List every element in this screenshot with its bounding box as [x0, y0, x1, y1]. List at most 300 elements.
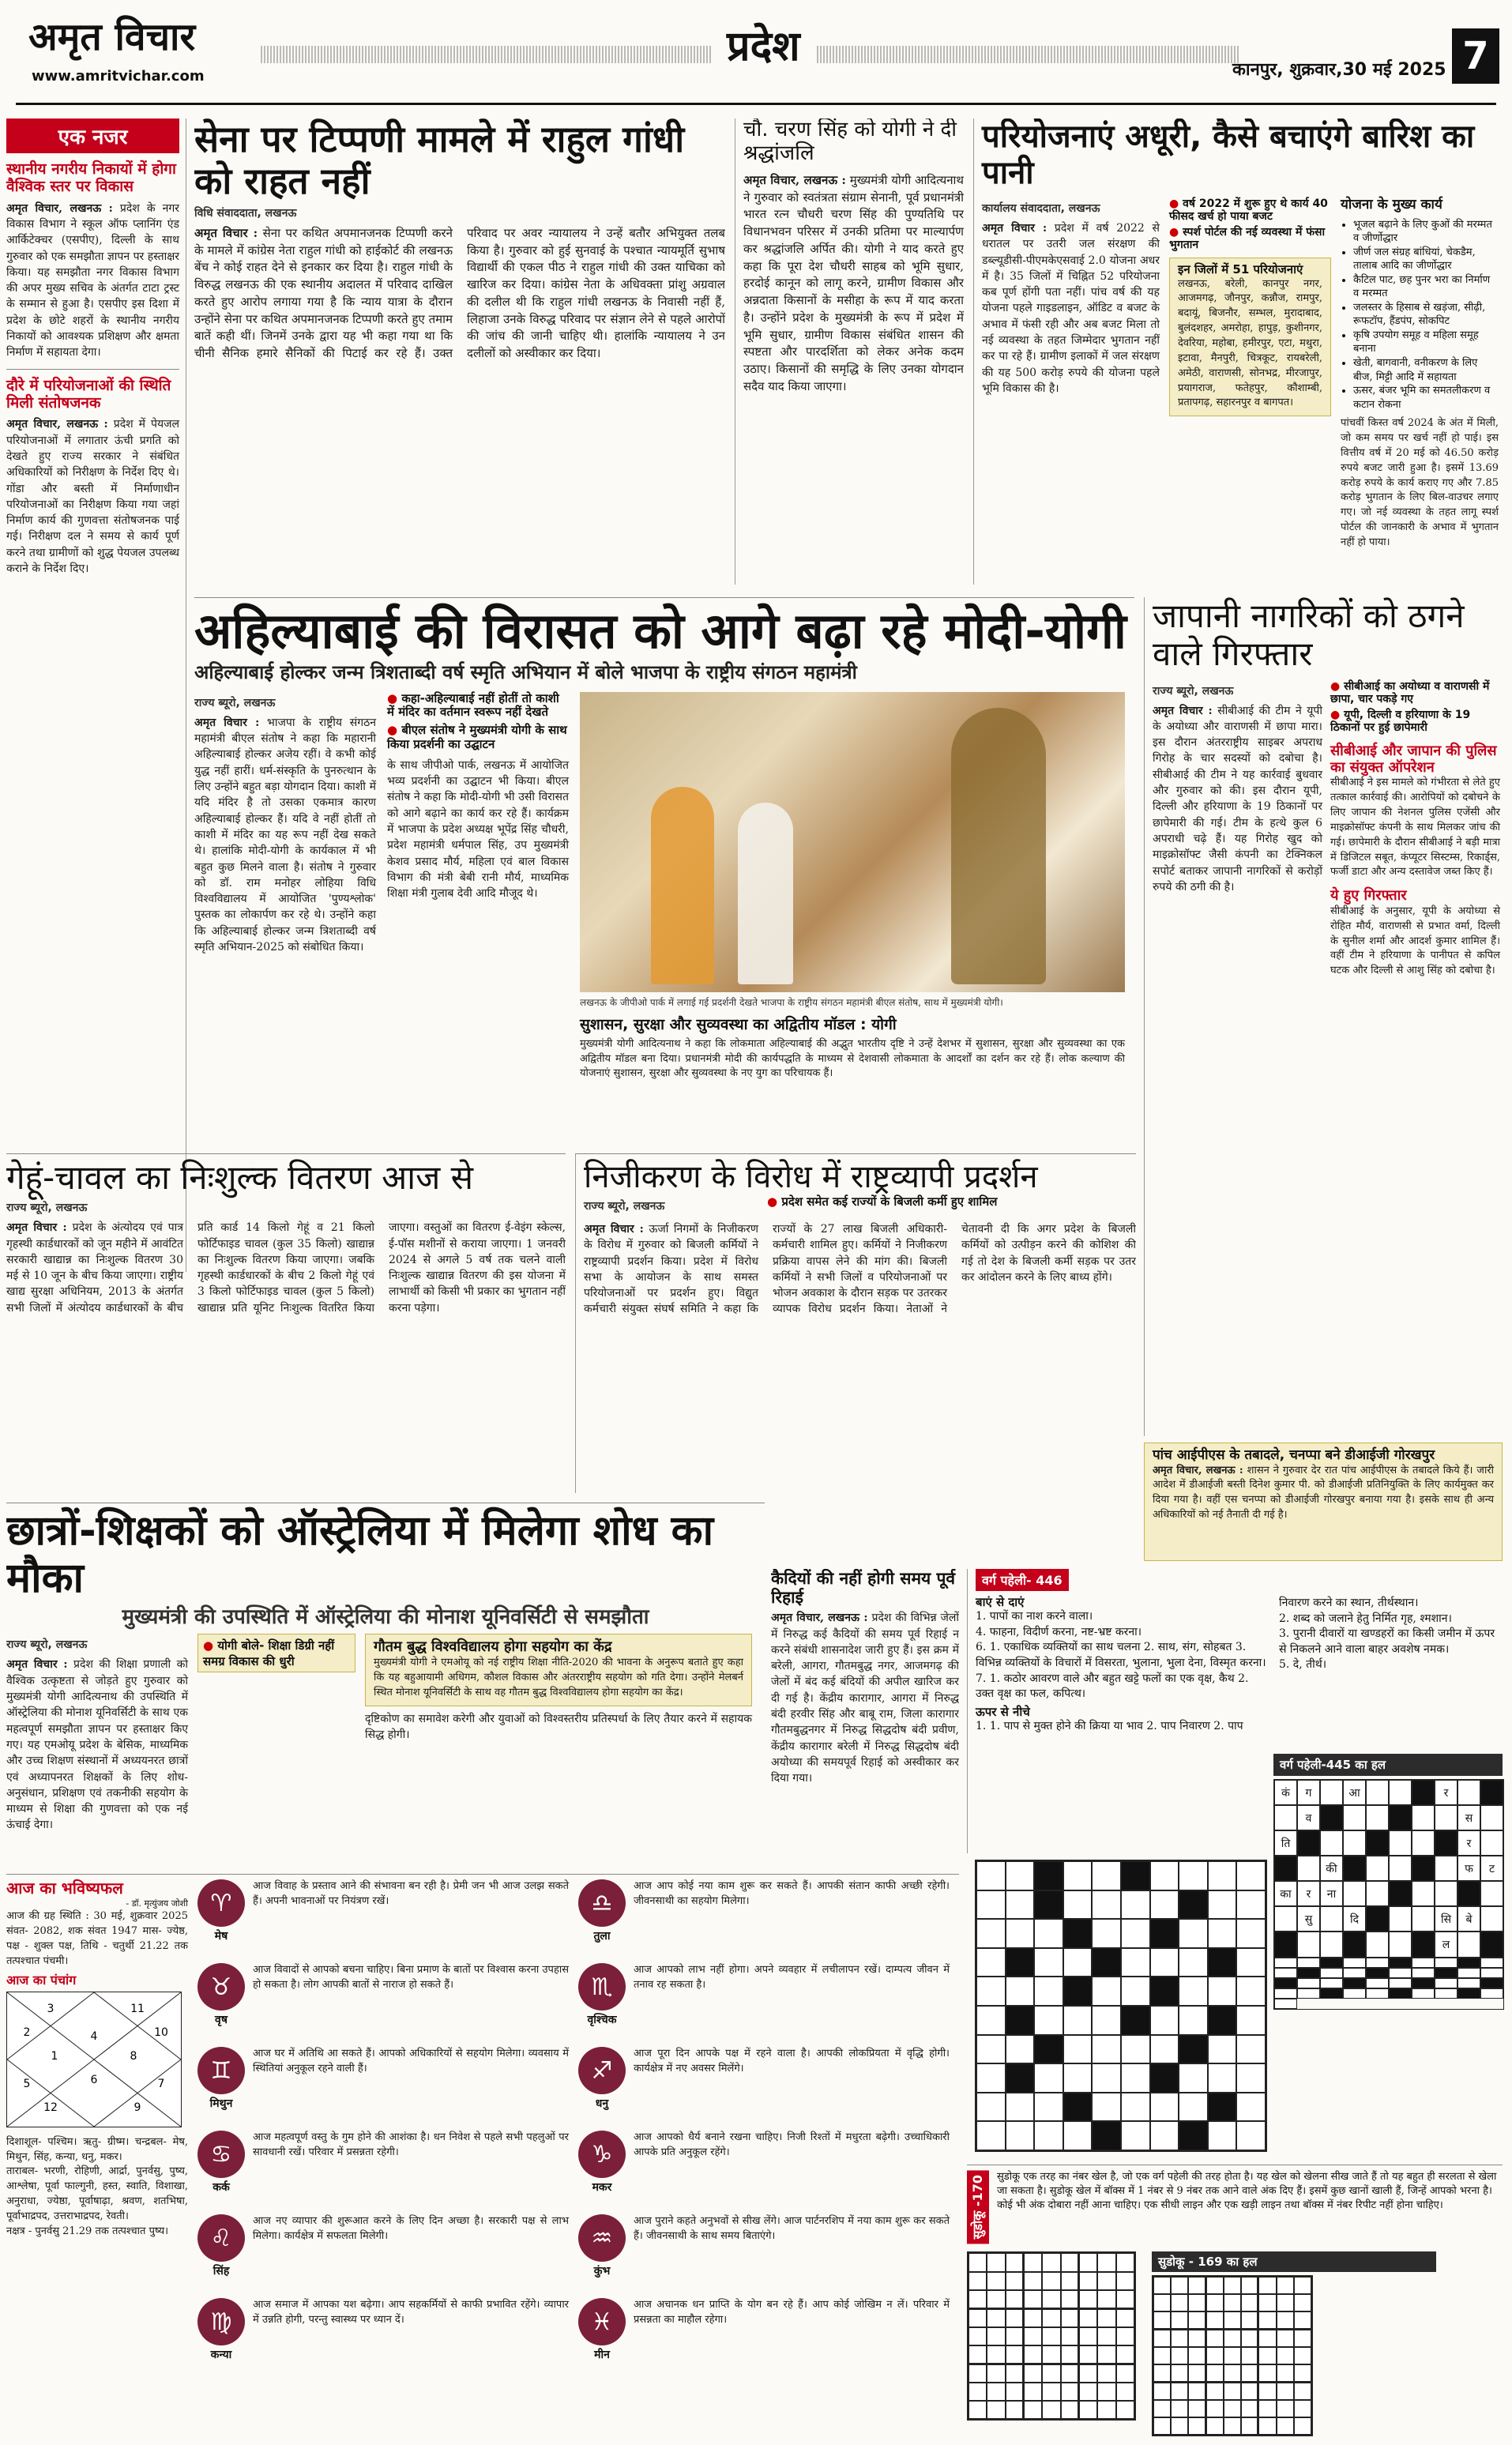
sudoku-cell[interactable] — [1061, 2290, 1079, 2309]
australia-subhead: मुख्यमंत्री की उपस्थिति में ऑस्ट्रेलिया की मोनाश यूनिवर्सिटी से समझौता — [122, 1604, 649, 1629]
crossword-solution-cell — [1457, 1958, 1480, 1968]
sudoku-cell[interactable] — [1061, 2401, 1079, 2419]
sudoku-cell[interactable] — [969, 2272, 987, 2290]
crossword-cell[interactable] — [1208, 2121, 1237, 2150]
sudoku-cell[interactable] — [969, 2345, 987, 2364]
sudoku-cell[interactable] — [1042, 2272, 1060, 2290]
crossword-grid[interactable] — [975, 1860, 1267, 2152]
sudoku-solution-cell — [1224, 2294, 1241, 2311]
ahilyabai-headline[interactable]: अहिल्याबाई की विरासत को आगे बढ़ा रहे मोदी-योगी — [194, 602, 1126, 660]
rahul-headline[interactable]: सेना पर टिप्पणी मामले में राहुल गांधी को राहत नहीं — [194, 118, 685, 202]
zodiac-row — [578, 2131, 950, 2206]
crossword-cell[interactable] — [1006, 1977, 1035, 2006]
crossword-cell[interactable] — [976, 2093, 1006, 2122]
sudoku-cell[interactable] — [1116, 2290, 1134, 2309]
crossword-solution-cell — [1366, 1856, 1389, 1881]
zodiac-prediction: आज समाज में आपका यश बढ़ेगा। आप सहकर्मियों से काफी प्रभावित रहेंगे। व्यापार में उन्नति होगी, परन्तु स्वास्थ्य पर ध्यान दें। — [253, 2299, 569, 2326]
crossword-cell[interactable] — [1179, 2006, 1208, 2035]
kundli-house-number: 12 — [43, 2101, 58, 2114]
zodiac-row — [578, 2298, 950, 2374]
crossword-cell[interactable] — [1006, 2093, 1035, 2122]
crossword-solution-cell — [1412, 1988, 1435, 1999]
zodiac-row — [197, 2214, 569, 2290]
wheat-headline[interactable]: गेहूं-चावल का निःशुल्क वितरण आज से — [6, 1158, 473, 1197]
signs-column-left — [197, 1879, 569, 2382]
zodiac-name: मकर — [592, 2181, 612, 2194]
sudoku-solution-cell — [1206, 2294, 1224, 2311]
crossword-cell[interactable] — [1208, 1890, 1237, 1920]
crossword-cell[interactable] — [1150, 1890, 1179, 1920]
charan-headline[interactable]: चौ. चरण सिंह को योगी ने दी श्रद्धांजलि — [743, 118, 957, 165]
crossword-solution-cell — [1320, 1805, 1343, 1830]
crossword-cell[interactable] — [976, 1977, 1006, 2006]
sudoku-cell[interactable] — [1097, 2327, 1115, 2345]
crossword-solution-cell: ट — [1480, 1856, 1503, 1881]
sudoku-cell[interactable] — [1116, 2401, 1134, 2419]
sudoku-cell[interactable] — [969, 2327, 987, 2345]
sudoku-cell[interactable] — [1042, 2345, 1060, 2364]
yoga-model-body: मुख्यमंत्री योगी आदित्यनाथ ने कहा कि लोकमाता अहिल्याबाई की अद्भुत भारतीय दृष्टि ने उन्हें देशभर में सुशासन, सुरक्षा और सुव्यवस्था का एक अद्वितीय मॉडल बना दिया। प्रधानमंत्री मोदी की कार्यपद्धति के माध्यम से देशवासी लोकमाता के आदर्शों का दर्शन कर रहे हैं। लोक कल्याण की योजनाएं सुशासन, सुरक्षा और सुव्यवस्था के नए युग का परिचायक हैं। — [580, 1037, 1125, 1080]
sudoku-cell[interactable] — [1024, 2253, 1042, 2271]
sudoku-cell[interactable] — [1006, 2290, 1024, 2309]
crossword-solution-cell — [1297, 1968, 1320, 1978]
sudoku-cell[interactable] — [1116, 2345, 1134, 2364]
japanese-headline[interactable]: जापानी नागरिकों को ठगने वाले गिरफ्तार — [1153, 597, 1465, 674]
sudoku-cell[interactable] — [1061, 2272, 1079, 2290]
crossword-cell — [1150, 2063, 1179, 2093]
crossword-solution-cell — [1480, 1978, 1503, 1988]
sudoku-cell[interactable] — [1006, 2401, 1024, 2419]
crossword-cell — [1063, 1977, 1093, 2006]
works-list — [1341, 218, 1499, 412]
crossword-cell[interactable] — [1063, 2035, 1093, 2064]
crossword-cell[interactable] — [1121, 2035, 1150, 2064]
sudoku-solution-cell — [1294, 2400, 1311, 2417]
sudoku-solution-cell — [1206, 2364, 1224, 2383]
tarabal: ताराबल- भरणी, रोहिणी, आर्द्रा, पुनर्वसु, पुष्य, आश्लेषा, पूर्वा फाल्गुनी, हस्त, स्वाति, विशाखा, अनुराधा, ज्येष्ठा, पूर्वाषाढ़ा, श्रवण, शतभिषा, पूर्वाभाद्रपद, उत्तराभाद्रपद, रेवती। — [6, 2165, 188, 2222]
crossword-cell[interactable] — [1034, 2093, 1063, 2122]
crossword-cell[interactable] — [1121, 1977, 1150, 2006]
sudoku-cell[interactable] — [1061, 2327, 1079, 2345]
crossword-solution-cell — [1320, 1988, 1343, 1999]
sudoku-cell[interactable] — [969, 2309, 987, 2327]
crossword-cell[interactable] — [1150, 1861, 1179, 1890]
sudoku-cell[interactable] — [987, 2327, 1005, 2345]
sudoku-cell[interactable] — [1116, 2327, 1134, 2345]
sudoku-solution-cell — [1294, 2277, 1311, 2294]
nijikaran-bullet: ● प्रदेश समेत कई राज्यों के बिजली कर्मी हुए शामिल — [767, 1194, 998, 1209]
sudoku-solution-cell — [1241, 2400, 1258, 2417]
sidebar-item2-title[interactable]: दौरे में परियोजनाओं की स्थिति मिली संतोषजनक — [6, 376, 171, 412]
crossword-cell[interactable] — [1034, 1919, 1063, 1948]
sudoku-cell[interactable] — [1024, 2401, 1042, 2419]
crossword-cell[interactable] — [1034, 2006, 1063, 2035]
crossword-cell[interactable] — [1236, 2035, 1266, 2064]
sidebar-item2-body: अमृत विचार, लखनऊ : प्रदेश में पेयजल परियोजनाओं में लगातार ऊंची प्रगति को देखते हुए राज्य सरकार ने संबंधित अधिकारियों को निरीक्षण के निर्देश दिए थे। गोंडा और बस्ती में निर्माणाधीन परियोजनाओं का निरीक्षण किया गया जहां निर्माण कार्य की गुणवत्ता संतोषजनक पाई गई। निरीक्षण दल ने समय से कार्य पूर्ण करने तथा ग्रामीणों को शुद्ध पेयजल उपलब्ध कराने के निर्देश दिए। — [6, 418, 179, 576]
australia-headline[interactable]: छात्रों-शिक्षकों को ऑस्ट्रेलिया में मिलेगा शोध का मौका — [6, 1507, 714, 1602]
sudoku-cell[interactable] — [1116, 2309, 1134, 2327]
sudoku-cell[interactable] — [1097, 2272, 1115, 2290]
crossword-solution-cell — [1274, 1958, 1297, 1968]
sudoku-solution-cell — [1241, 2383, 1258, 2400]
sudoku-cell[interactable] — [1116, 2272, 1134, 2290]
crossword-cell[interactable] — [1236, 1890, 1266, 1920]
sudoku-cell[interactable] — [1061, 2253, 1079, 2271]
crossword-cell — [1208, 2006, 1237, 2035]
crossword-cell[interactable] — [976, 2035, 1006, 2064]
zodiac-row — [578, 2214, 950, 2290]
sudoku-cell[interactable] — [1097, 2401, 1115, 2419]
exhibition-photo[interactable] — [580, 692, 1125, 992]
sudoku-solution-cell — [1258, 2294, 1276, 2311]
zodiac-row — [578, 1879, 950, 1955]
sudoku-cell[interactable] — [1097, 2309, 1115, 2327]
crossword-solution-cell: की — [1320, 1856, 1343, 1881]
sudoku-solution-cell — [1153, 2417, 1171, 2435]
crossword-cell[interactable] — [1034, 2063, 1063, 2093]
sudoku-cell[interactable] — [969, 2253, 987, 2271]
sudoku-cell[interactable] — [1079, 2401, 1097, 2419]
kundli-chart — [6, 1992, 182, 2127]
australia-pull: ● योगी बोले- शिक्षा डिग्री नहीं समग्र विकास की धुरी — [197, 1634, 355, 1672]
crossword-cell[interactable] — [1236, 1919, 1266, 1948]
website-link[interactable]: www.amritvichar.com — [32, 68, 205, 85]
crossword-cell[interactable] — [1179, 1861, 1208, 1890]
sudoku-solution-cell — [1258, 2330, 1276, 2347]
crossword-solution-cell — [1412, 1856, 1435, 1881]
crossword-cell[interactable] — [1236, 2063, 1266, 2093]
zodiac-icon: ♓ — [578, 2298, 626, 2345]
crossword-cell[interactable] — [976, 1861, 1006, 1890]
crossword-cell[interactable] — [1092, 2035, 1121, 2064]
sudoku-cell[interactable] — [1061, 2309, 1079, 2327]
sudoku-cell[interactable] — [1097, 2345, 1115, 2364]
crossword-cell[interactable] — [1063, 2006, 1093, 2035]
crossword-cell[interactable] — [1236, 2006, 1266, 2035]
crossword-cell[interactable] — [976, 1890, 1006, 1920]
sudoku-cell[interactable] — [1079, 2272, 1097, 2290]
sidebar-item1-body: अमृत विचार, लखनऊ : प्रदेश के नगर विकास विभाग ने स्कूल ऑफ प्लानिंग एंड आर्किटेक्चर (एसपीए), दिल्ली के साथ गुरुवार को एक समझौता ज्ञापन पर हस्ताक्षर किया। यह समझौता नगर विकास विभाग की अपर मुख्य सचिव के अंतर्गत टाटा ट्रस्ट के सम्मान से हुआ है। एसपीए इस दिशा में प्रदेश के छोटे शहरों के स्थानीय नगरीय निकायों को आवश्यक प्रशिक्षण और क्षमता निर्माण में सहायता देगा। — [6, 201, 179, 359]
ips-headline[interactable]: पांच आईपीएस के तबादले, चनप्पा बने डीआईजी गोरखपुर — [1153, 1447, 1435, 1463]
zodiac-row — [578, 1963, 950, 2039]
sudoku-cell[interactable] — [1079, 2290, 1097, 2309]
crossword-solution-cell — [1412, 1906, 1435, 1932]
sudoku-solution-cell — [1224, 2364, 1241, 2383]
charan-singh-story — [735, 118, 964, 585]
crossword-cell — [1006, 2006, 1035, 2035]
australia-story — [6, 1503, 765, 1866]
sudoku-solution-cell — [1294, 2364, 1311, 2383]
sudoku-solution-cell — [1206, 2400, 1224, 2417]
crossword-cell[interactable] — [1236, 2121, 1266, 2150]
sudoku-cell[interactable] — [1006, 2345, 1024, 2364]
nijikaran-headline[interactable]: निजीकरण के विरोध में राष्ट्रव्यापी प्रदर्शन — [584, 1159, 1038, 1195]
crossword-cell[interactable] — [1063, 2121, 1093, 2150]
crossword-solution-cell: ग — [1297, 1780, 1320, 1805]
crossword-solution-cell — [1297, 1978, 1320, 1988]
crossword-cell[interactable] — [1121, 1948, 1150, 1977]
crossword-cell[interactable] — [1092, 1861, 1121, 1890]
sudoku-cell[interactable] — [1061, 2383, 1079, 2401]
crossword-cell[interactable] — [1121, 2093, 1150, 2122]
sudoku-cell[interactable] — [987, 2272, 1005, 2290]
works-item: • कैटिल पाट, छह पुनर भरा का निर्माण व मरम्मत — [1353, 273, 1499, 301]
sudoku-cell[interactable] — [1042, 2309, 1060, 2327]
zodiac-icon: ♍ — [197, 2298, 245, 2345]
sudoku-cell[interactable] — [987, 2309, 1005, 2327]
sudoku-solution-cell — [1258, 2277, 1276, 2294]
japanese-byline: राज्य ब्यूरो, लखनऊ — [1153, 684, 1234, 698]
crossword-solution-cell — [1412, 1881, 1435, 1906]
crossword-cell[interactable] — [1092, 1977, 1121, 2006]
sudoku-cell[interactable] — [1116, 2364, 1134, 2383]
crossword-cell[interactable] — [1034, 1977, 1063, 2006]
sudoku-cell[interactable] — [1042, 2401, 1060, 2419]
sudoku-solution-cell — [1206, 2417, 1224, 2435]
sudoku-cell[interactable] — [1061, 2345, 1079, 2364]
crossword-solution-cell — [1343, 1856, 1366, 1881]
sudoku-cell[interactable] — [1079, 2364, 1097, 2383]
crossword-cell[interactable] — [1121, 2121, 1150, 2150]
crossword-cell[interactable] — [976, 1948, 1006, 1977]
crossword-cell[interactable] — [1179, 2063, 1208, 2093]
sidebar-header: एक नजर — [6, 118, 179, 153]
crossword-cell — [1179, 2035, 1208, 2064]
sudoku-section — [967, 2165, 1503, 2433]
sudoku-solution-cell — [1277, 2330, 1294, 2347]
sudoku-cell[interactable] — [1006, 2364, 1024, 2383]
crossword-cell[interactable] — [1092, 2093, 1121, 2122]
crossword-cell[interactable] — [1092, 1919, 1121, 1948]
crossword-solution-cell: सु — [1297, 1906, 1320, 1932]
crossword-cell[interactable] — [1092, 2006, 1121, 2035]
sudoku-cell[interactable] — [1006, 2309, 1024, 2327]
crossword-cell — [1034, 1890, 1063, 1920]
crossword-cell[interactable] — [1006, 1861, 1035, 1890]
zodiac-prediction: आज आप कोई नया काम शुरू कर सकते हैं। आपकी संतान काफी अच्छी रहेगी। जीवनसाथी का सहयोग मिलेगा। — [634, 1880, 950, 1907]
sudoku-cell[interactable] — [1079, 2253, 1097, 2271]
crossword-cell[interactable] — [1179, 1919, 1208, 1948]
crossword-solution-cell — [1343, 1932, 1366, 1957]
crossword-solution-cell — [1274, 1978, 1297, 1988]
pariyojana-byline: कार्यालय संवाददाता, लखनऊ — [982, 202, 1100, 215]
sudoku-cell[interactable] — [969, 2290, 987, 2309]
zodiac-name: कन्या — [210, 2349, 232, 2361]
sudoku-cell[interactable] — [1042, 2383, 1060, 2401]
crossword-cell[interactable] — [1179, 2093, 1208, 2122]
crossword-cell[interactable] — [1121, 1890, 1150, 1920]
sidebar — [6, 118, 186, 1272]
crossword-cell[interactable] — [976, 2063, 1006, 2093]
sudoku-cell[interactable] — [1097, 2290, 1115, 2309]
crossword-cell — [1092, 1948, 1121, 1977]
photo-caption: लखनऊ के जीपीओ पार्क में लगाई गई प्रदर्शनी देखते भाजपा के राष्ट्रीय संगठन महामंत्री बीएल संतोष, साथ में मुख्यमंत्री योगी। — [580, 996, 1003, 1008]
crossword-solution-cell — [1366, 1958, 1389, 1968]
sudoku-solution-cell — [1188, 2277, 1205, 2294]
crossword-cell[interactable] — [1063, 2063, 1093, 2093]
paper-logo[interactable]: अमृत विचार — [28, 15, 196, 59]
crossword-cell[interactable] — [1006, 2121, 1035, 2150]
crossword-cell[interactable] — [1150, 2035, 1179, 2064]
pariyojana-story — [973, 118, 1503, 585]
crossword-solution-cell — [1480, 1968, 1503, 1978]
sudoku-cell[interactable] — [1024, 2272, 1042, 2290]
sudoku-cell[interactable] — [1079, 2327, 1097, 2345]
crossword-cell[interactable] — [1006, 1890, 1035, 1920]
crossword-cell[interactable] — [976, 2121, 1006, 2150]
crossword-cell[interactable] — [1121, 2063, 1150, 2093]
zodiac-row — [197, 2047, 569, 2123]
sudoku-cell[interactable] — [987, 2401, 1005, 2419]
sudoku-grid[interactable] — [967, 2251, 1136, 2421]
crossword-cell[interactable] — [1034, 1948, 1063, 1977]
crossword-solution-cell — [1343, 1830, 1366, 1856]
sudoku-solution-cell — [1171, 2347, 1188, 2364]
sudoku-cell[interactable] — [969, 2364, 987, 2383]
sudoku-cell[interactable] — [1116, 2253, 1134, 2271]
crossword-solution-cell — [1389, 1780, 1412, 1805]
crossword-solution-cell: फ — [1457, 1856, 1480, 1881]
wheat-byline: राज्य ब्यूरो, लखनऊ — [6, 1202, 88, 1215]
crossword-cell[interactable] — [976, 1919, 1006, 1948]
sudoku-solution-cell — [1153, 2277, 1171, 2294]
dishashool: दिशाशूल- पश्चिम। ऋतु- ग्रीष्म। चन्द्रबल- मेष, मिथुन, सिंह, कन्या, धनु, मकर। — [6, 2135, 188, 2163]
sudoku-solution-cell — [1294, 2383, 1311, 2400]
sudoku-cell[interactable] — [1061, 2364, 1079, 2383]
sudoku-cell[interactable] — [1006, 2327, 1024, 2345]
crossword-cell[interactable] — [1236, 2093, 1266, 2122]
clue-item: 4. फाहना, विदीर्ण करना, नष्ट-भ्रष्ट करना। — [976, 1625, 1142, 1638]
zodiac-prediction: आज महत्वपूर्ण वस्तु के गुम होने की आशंका है। धन निवेश से पहले सभी पहलुओं पर सावधानी रखें। परिवार में प्रसन्नता रहेगी। — [253, 2131, 569, 2158]
kundli-house-number: 9 — [134, 2101, 141, 2114]
sudoku-cell[interactable] — [1024, 2345, 1042, 2364]
crossword-cell[interactable] — [1150, 2093, 1179, 2122]
crossword-cell[interactable] — [1150, 2121, 1179, 2150]
sudoku-cell[interactable] — [1042, 2290, 1060, 2309]
crossword-cell[interactable] — [1063, 1861, 1093, 1890]
sudoku-cell[interactable] — [1097, 2253, 1115, 2271]
sudoku-cell[interactable] — [987, 2345, 1005, 2364]
sudoku-cell[interactable] — [987, 2253, 1005, 2271]
crossword-cell[interactable] — [1208, 1919, 1237, 1948]
crossword-cell[interactable] — [1236, 1948, 1266, 1977]
pariyojana-headline[interactable]: परियोजनाएं अधूरी, कैसे बचाएंगे बारिश का पानी — [982, 118, 1475, 191]
australia-body2: दृष्टिकोण का समावेश करेगी और युवाओं को विश्वस्तरीय प्रतिस्पर्धा के लिए तैयार करने में सहायक सिद्ध होगी। — [365, 1712, 752, 1741]
sudoku-cell[interactable] — [1006, 2272, 1024, 2290]
zodiac-icon: ♊ — [197, 2047, 245, 2094]
sudoku-cell[interactable] — [969, 2383, 987, 2401]
sudoku-cell[interactable] — [1079, 2309, 1097, 2327]
nijikaran-story — [575, 1153, 1136, 1493]
crossword-cell[interactable] — [1179, 1948, 1208, 1977]
sudoku-cell[interactable] — [1006, 2383, 1024, 2401]
crossword-cell[interactable] — [1208, 1861, 1237, 1890]
crossword-cell[interactable] — [1006, 2035, 1035, 2064]
prisoners-headline[interactable]: कैदियों की नहीं होगी समय पूर्व रिहाई — [771, 1569, 956, 1608]
sudoku-solution-cell — [1188, 2330, 1205, 2347]
sudoku-cell[interactable] — [1116, 2383, 1134, 2401]
crossword-cell[interactable] — [1236, 1861, 1266, 1890]
crossword-cell[interactable] — [1179, 1977, 1208, 2006]
japanese-story — [1144, 597, 1503, 1436]
sudoku-solution-cell — [1294, 2294, 1311, 2311]
sudoku-solution-cell — [1188, 2347, 1205, 2364]
sudoku-cell[interactable] — [1042, 2364, 1060, 2383]
sudoku-cell[interactable] — [1024, 2327, 1042, 2345]
sudoku-cell[interactable] — [1006, 2253, 1024, 2271]
crossword-solution-cell — [1343, 1978, 1366, 1988]
sudoku-cell[interactable] — [1079, 2345, 1097, 2364]
sudoku-solution-cell — [1188, 2364, 1205, 2383]
yoga-model-title: सुशासन, सुरक्षा और सुव्यवस्था का अद्वितीय मॉडल : योगी — [580, 1015, 897, 1033]
crossword-solution-cell — [1366, 1978, 1389, 1988]
crossword-solution-cell — [1457, 1988, 1480, 1999]
arrested-body: सीबीआई के अनुसार, यूपी के अयोध्या से रोहित मौर्य, वाराणसी से प्रभात वर्मा, दिल्ली के सुनील शर्मा और आदर्श कुमार शामिल हैं। वहीं टीम ने हरियाणा के पानीपत से कपिल घटक और दिल्ली से आशु सिंह को दबोचा है। — [1330, 905, 1500, 977]
sudoku-cell[interactable] — [969, 2401, 987, 2419]
crossword-solution-cell: स — [1457, 1805, 1480, 1830]
sudoku-cell[interactable] — [1024, 2383, 1042, 2401]
crossword-cell[interactable] — [1092, 2063, 1121, 2093]
sudoku-solution-cell — [1171, 2417, 1188, 2435]
sudoku-cell[interactable] — [1097, 2383, 1115, 2401]
crossword-cell[interactable] — [976, 2006, 1006, 2035]
crossword-cell[interactable] — [1208, 1977, 1237, 2006]
crossword-cell[interactable] — [1121, 1919, 1150, 1948]
sudoku-cell[interactable] — [987, 2290, 1005, 2309]
sudoku-cell[interactable] — [1042, 2253, 1060, 2271]
crossword-solution-cell — [1457, 1780, 1480, 1805]
crossword-solution-cell — [1343, 1881, 1366, 1906]
crossword-cell[interactable] — [1150, 2006, 1179, 2035]
zodiac-icon: ♋ — [197, 2131, 245, 2178]
crossword-cell[interactable] — [1208, 2063, 1237, 2093]
sudoku-cell[interactable] — [987, 2364, 1005, 2383]
sudoku-solution-cell — [1153, 2311, 1171, 2330]
gbu-box-body: मुख्यमंत्री योगी ने एमओयू को नई राष्ट्रीय शिक्षा नीति-2020 की भावना के अनुरूप बताते हुए कहा कि यह बहुआयामी अधिगम, कौशल विकास और अंतरराष्ट्रीय सहयोग को गति देगा। उन्होंने मेलबर्न स्थित मोनाश यूनिवर्सिटी के साथ वह गौतम बुद्ध विश्वविद्यालय होगा सहयोग का केंद्र। — [374, 1657, 743, 1698]
sudoku-cell[interactable] — [987, 2383, 1005, 2401]
crossword-cell[interactable] — [1063, 1948, 1093, 1977]
zodiac-prediction: आज अचानक धन प्राप्ति के योग बन रहे हैं। आप कोई जोखिम न लें। परिवार में प्रसन्नता का माहौल रहेगा। — [634, 2299, 950, 2326]
crossword-cell[interactable] — [1236, 1977, 1266, 2006]
japanese-bullet2: ● यूपी, दिल्ली व हरियाणा के 19 ठिकानों पर हुई छापेमारी — [1330, 708, 1471, 734]
kundli-house-number: 6 — [90, 2073, 98, 2086]
sudoku-solution-cell — [1224, 2417, 1241, 2435]
wheat-story — [6, 1153, 566, 1493]
sudoku-cell[interactable] — [1042, 2327, 1060, 2345]
crossword-cell[interactable] — [1092, 1890, 1121, 1920]
crossword-solution-cell — [1366, 1906, 1389, 1932]
crossword-solution-cell — [1366, 1881, 1389, 1906]
sudoku-cell[interactable] — [1024, 2309, 1042, 2327]
sudoku-cell[interactable] — [1024, 2290, 1042, 2309]
sidebar-item1-title[interactable]: स्थानीय नगरीय निकायों में होगा वैश्विक स्तर पर विकास — [6, 160, 176, 195]
crossword-solution-cell — [1457, 1968, 1480, 1978]
sudoku-solution-cell — [1258, 2347, 1276, 2364]
crossword-cell[interactable] — [1208, 2035, 1237, 2064]
rahul-byline: विधि संवाददाता, लखनऊ — [194, 206, 297, 220]
kundli-house-number: 7 — [157, 2077, 165, 2090]
crossword-cell[interactable] — [1150, 1948, 1179, 1977]
sudoku-cell[interactable] — [1024, 2364, 1042, 2383]
gbu-box-title: गौतम बुद्ध विश्वविद्यालय होगा सहयोग का केंद्र — [374, 1638, 612, 1656]
sudoku-cell[interactable] — [1097, 2364, 1115, 2383]
crossword-cell — [1179, 1890, 1208, 1920]
crossword-cell[interactable] — [1006, 1919, 1035, 1948]
crossword-cell[interactable] — [1034, 2121, 1063, 2150]
crossword-cell[interactable] — [1063, 1890, 1093, 1920]
sudoku-cell[interactable] — [1079, 2383, 1097, 2401]
sudoku-solution-cell — [1188, 2400, 1205, 2417]
